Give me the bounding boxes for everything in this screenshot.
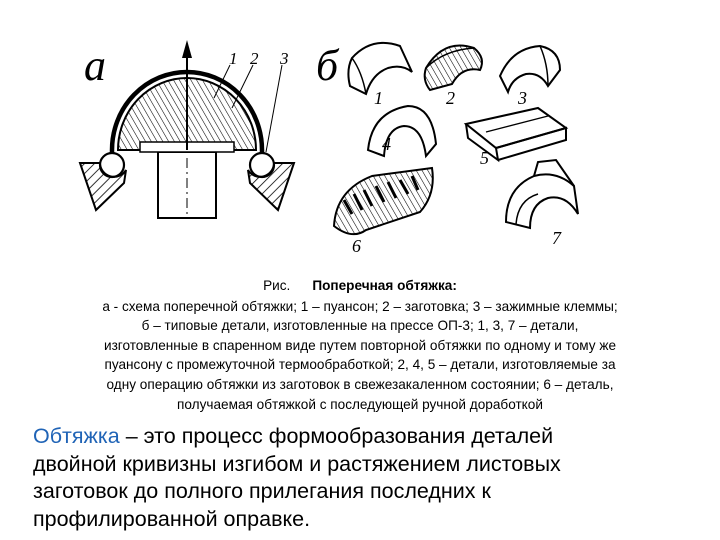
definition-line: [33, 423, 693, 451]
figure-caption: [20, 276, 700, 414]
part-number: 7: [552, 228, 561, 248]
part-3: [500, 46, 560, 92]
caption-line: изготовленные в спаренном виде путем повторной обтяжки по одному и тому же: [103, 337, 616, 353]
definition-line: двойной кривизны изгибом и растяжением листовых: [33, 451, 561, 476]
typical-parts: [334, 43, 578, 234]
caption-prefix: Рис.: [263, 278, 291, 293]
caption-title: Поперечная обтяжка:: [312, 278, 457, 293]
caption-heading: [20, 276, 700, 296]
panel-b-label: б: [316, 41, 339, 90]
part-number: 2: [250, 49, 259, 68]
caption-line: б – типовые детали, изготовленные на прессе ОП-3; 1, 3, 7 – детали,: [141, 318, 579, 334]
part-4: [368, 106, 436, 156]
panel-a-schematic: [80, 40, 294, 218]
part-number: 4: [382, 134, 391, 154]
caption-line: а - схема поперечной обтяжки; 1 – пуансон; 2 – заготовка; 3 – зажимные клеммы;: [102, 298, 618, 314]
definition-line: профилированной оправке.: [33, 506, 311, 531]
part-number: 6: [352, 236, 361, 256]
definition-term: Обтяжка: [33, 424, 120, 448]
definition-line: заготовок до полного прилегания последних к: [33, 479, 491, 503]
part-number: 3: [518, 88, 527, 108]
caption-line: одну операцию обтяжки из заготовок в свежезакаленном состоянии; 6 – деталь,: [106, 376, 614, 392]
caption-line: получаемая обтяжкой с последующей ручной доработкой: [177, 396, 543, 412]
panel-a-label: а: [84, 41, 106, 90]
part-number: 3: [280, 49, 289, 68]
definition-text: – это процесс формообразования деталей: [119, 424, 554, 448]
part-number: 1: [229, 49, 238, 68]
part-number: 1: [374, 88, 383, 108]
caption-line: пуансону с промежуточной термообработкой; 2, 4, 5 – детали, изготовляемые за: [104, 357, 616, 373]
part-number: 5: [480, 148, 489, 168]
part-number: 2: [446, 88, 455, 108]
definition-paragraph: [33, 423, 693, 533]
